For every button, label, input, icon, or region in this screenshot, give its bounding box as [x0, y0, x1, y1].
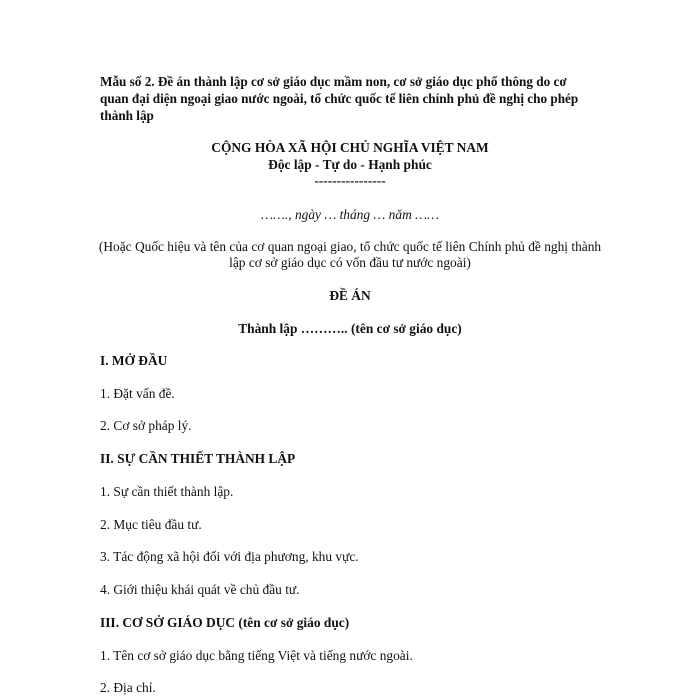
doc-subtitle: Thành lập ……….. (tên cơ sở giáo dục)	[238, 321, 462, 336]
section-2-item-1: 1. Sự cần thiết thành lập.	[100, 484, 234, 499]
section-2-item-2: 2. Mục tiêu đầu tư.	[100, 517, 202, 532]
section-2-item-4: 4. Giới thiệu khái quát về chủ đầu tư.	[100, 582, 300, 597]
section-2-item-3: 3. Tác động xã hội đối với địa phương, khu vực.	[100, 549, 359, 564]
section-1-item-2: 2. Cơ sở pháp lý.	[100, 418, 192, 433]
note-line-2: lập cơ sở giáo dục có vốn đầu tư nước ngoài)	[229, 255, 471, 270]
form-heading-line-2: quan đại diện ngoại giao nước ngoài, tổ chức quốc tế liên chính phủ đề nghị cho phép	[100, 91, 579, 106]
date-line: ……., ngày … tháng … năm ……	[261, 207, 439, 222]
section-1-item-1: 1. Đặt vấn đề.	[100, 386, 175, 401]
section-title-2: II. SỰ CẦN THIẾT THÀNH LẬP	[100, 451, 296, 466]
note-line-1: (Hoặc Quốc hiệu và tên của cơ quan ngoại giao, tổ chức quốc tế liên Chính phủ đề nghị thành	[98, 239, 602, 254]
section-3-item-1: 1. Tên cơ sở giáo dục bằng tiếng Việt và tiếng nước ngoài.	[100, 648, 413, 663]
form-heading-line-3: thành lập	[100, 108, 154, 123]
national-title: CỘNG HÒA XÃ HỘI CHỦ NGHĨA VIỆT NAM	[211, 140, 489, 155]
motto-rule: ----------------	[314, 173, 386, 188]
section-3-item-2: 2. Địa chỉ.	[100, 680, 156, 695]
form-heading-line-1: Mẫu số 2. Đề án thành lập cơ sở giáo dục mầm non, cơ sở giáo dục phổ thông do cơ	[100, 74, 567, 89]
national-motto: Độc lập - Tự do - Hạnh phúc	[268, 157, 432, 172]
doc-title: ĐỀ ÁN	[329, 288, 371, 303]
section-title-1: I. MỞ ĐẦU	[100, 353, 168, 368]
section-title-3: III. CƠ SỞ GIÁO DỤC (tên cơ sở giáo dục)	[100, 615, 350, 630]
